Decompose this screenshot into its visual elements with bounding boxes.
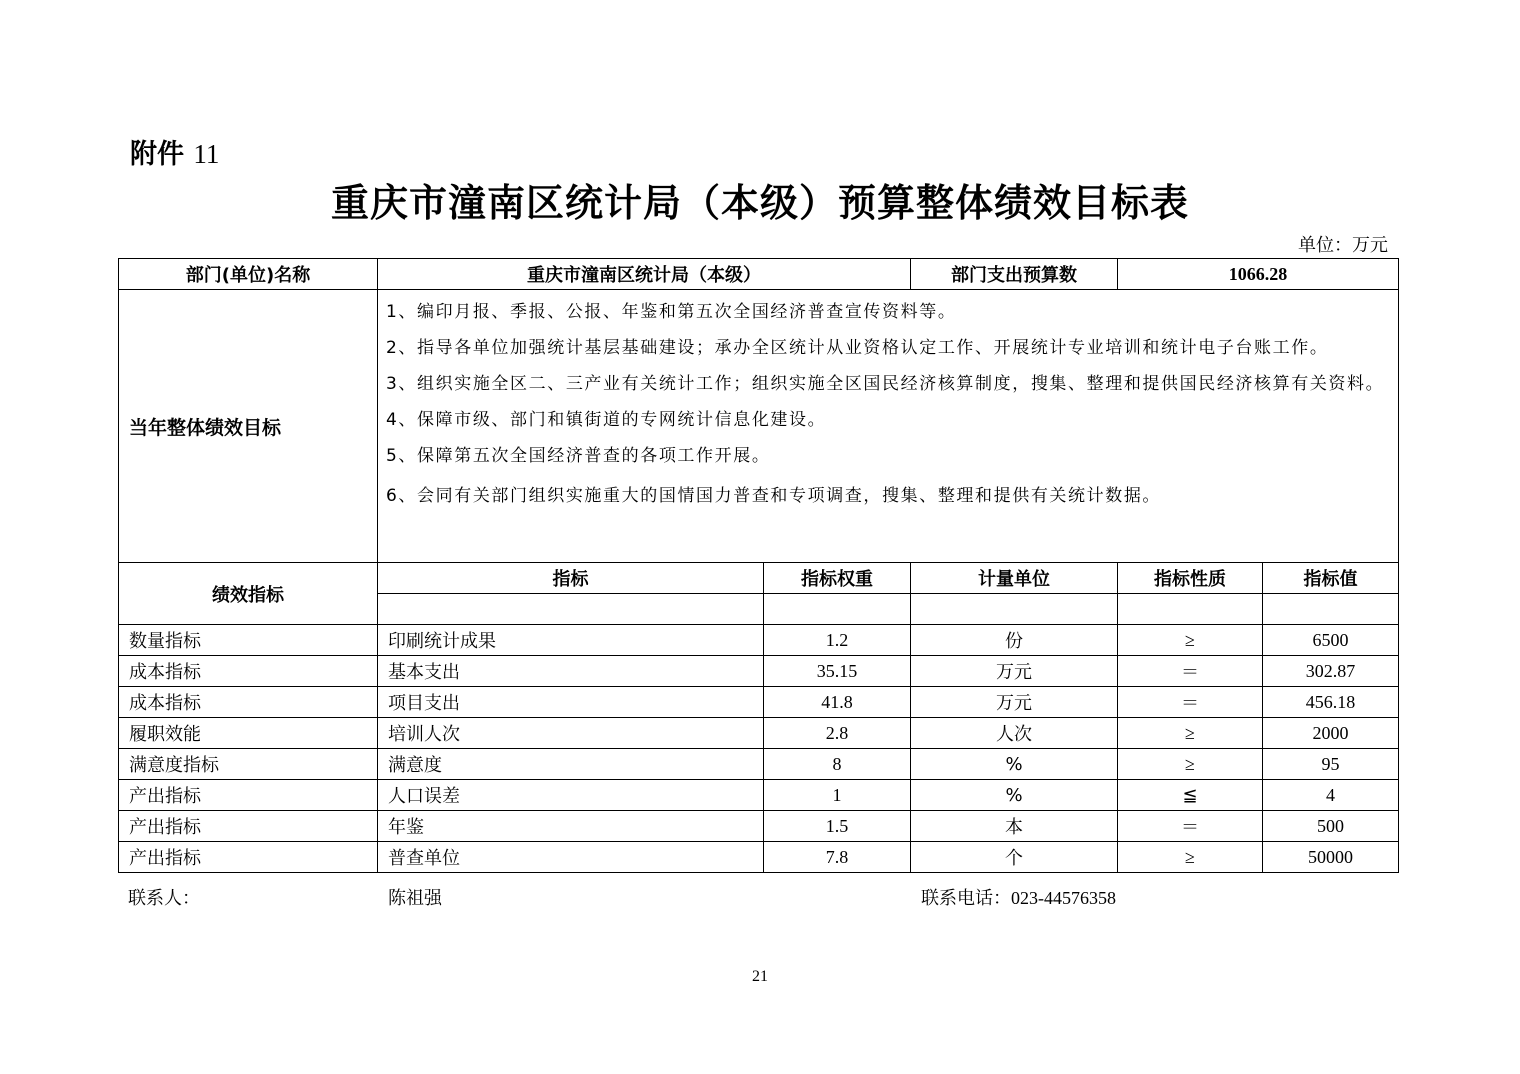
row-weight: 2.8 (764, 718, 911, 749)
table-row (119, 811, 1399, 842)
row-nature: ≥ (1118, 625, 1263, 656)
attachment-label (130, 132, 219, 171)
col-header-nature: 指标性质 (1118, 563, 1263, 594)
row-indicator-name: 普查单位 (378, 842, 764, 873)
col-header-indicator: 指标 (378, 563, 764, 594)
col-header-unit: 计量单位 (911, 563, 1118, 594)
row-unit: 本 (911, 811, 1118, 842)
table-row (119, 625, 1399, 656)
blank-cell (1263, 594, 1399, 625)
blank-cell (764, 594, 911, 625)
budget-value: 1066.28 (1118, 259, 1399, 290)
row-indicator-name: 人口误差 (378, 780, 764, 811)
row-category: 成本指标 (119, 687, 378, 718)
row-weight: 8 (764, 749, 911, 780)
row-unit: % (911, 780, 1118, 811)
contact-name: 陈祖强 (388, 888, 442, 909)
dept-name-label: 部门(单位)名称 (119, 259, 378, 290)
row-category: 成本指标 (119, 656, 378, 687)
goal-item-1: 1、编印月报、季报、公报、年鉴和第五次全国经济普查宣传资料等。 (386, 302, 957, 322)
row-indicator-name: 基本支出 (378, 656, 764, 687)
row-value: 456.18 (1263, 687, 1399, 718)
col-header-value: 指标值 (1263, 563, 1399, 594)
row-category: 产出指标 (119, 811, 378, 842)
row-indicator-name: 满意度 (378, 749, 764, 780)
page-title: 重庆市潼南区统计局（本级）预算整体绩效目标表 (330, 181, 1189, 225)
row-weight: 1.2 (764, 625, 911, 656)
row-unit: 份 (911, 625, 1118, 656)
table-row (119, 780, 1399, 811)
table-row (119, 687, 1399, 718)
dept-name-value: 重庆市潼南区统计局（本级） (378, 259, 911, 290)
row-category: 产出指标 (119, 780, 378, 811)
row-weight: 1.5 (764, 811, 911, 842)
goals-content (378, 290, 1399, 563)
table-row (119, 656, 1399, 687)
attachment-label-text: 附件 (130, 139, 184, 170)
goal-item-2: 2、指导各单位加强统计基层基础建设；承办全区统计从业资格认定工作、开展统计专业培训和统计电子台账工作。 (386, 338, 1329, 358)
row-category: 满意度指标 (119, 749, 378, 780)
table-row (119, 718, 1399, 749)
row-value: 95 (1263, 749, 1399, 780)
blank-cell (378, 594, 764, 625)
table-row (119, 842, 1399, 873)
dept-row (119, 259, 1399, 290)
table-row (119, 749, 1399, 780)
row-indicator-name: 印刷统计成果 (378, 625, 764, 656)
row-value: 50000 (1263, 842, 1399, 873)
unit-label: 单位：万元 (1298, 235, 1388, 255)
col-header-weight: 指标权重 (764, 563, 911, 594)
row-category: 数量指标 (119, 625, 378, 656)
row-value: 2000 (1263, 718, 1399, 749)
contact-phone: 联系电话：023-44576358 (921, 888, 1116, 908)
attachment-number: 11 (193, 139, 220, 169)
goals-row (119, 290, 1399, 563)
budget-label: 部门支出预算数 (911, 259, 1118, 290)
row-unit: 个 (911, 842, 1118, 873)
row-nature: ＝ (1118, 656, 1263, 687)
goal-item-5: 5、保障第五次全国经济普查的各项工作开展。 (386, 446, 771, 466)
row-value: 6500 (1263, 625, 1399, 656)
row-indicator-name: 年鉴 (378, 811, 764, 842)
blank-cell (911, 594, 1118, 625)
goal-item-4: 4、保障市级、部门和镇街道的专网统计信息化建设。 (386, 410, 827, 430)
row-nature: ≥ (1118, 718, 1263, 749)
row-unit: 万元 (911, 656, 1118, 687)
page-number: 21 (752, 968, 768, 985)
goal-item-6: 6、会同有关部门组织实施重大的国情国力普查和专项调查，搜集、整理和提供有关统计数据。 (386, 486, 1162, 506)
goal-item-3: 3、组织实施全区二、三产业有关统计工作；组织实施全区国民经济核算制度，搜集、整理和提供国民经济核算有关资料。 (386, 374, 1385, 394)
row-weight: 35.15 (764, 656, 911, 687)
row-weight: 41.8 (764, 687, 911, 718)
row-nature: ≥ (1118, 749, 1263, 780)
row-category: 履职效能 (119, 718, 378, 749)
row-value: 302.87 (1263, 656, 1399, 687)
blank-cell (1118, 594, 1263, 625)
row-category: 产出指标 (119, 842, 378, 873)
row-nature: ≥ (1118, 842, 1263, 873)
row-nature: ≦ (1118, 780, 1263, 811)
indicator-header-row (119, 563, 1399, 594)
row-value: 4 (1263, 780, 1399, 811)
row-indicator-name: 培训人次 (378, 718, 764, 749)
row-unit: % (911, 749, 1118, 780)
performance-table (118, 258, 1399, 873)
row-value: 500 (1263, 811, 1399, 842)
row-indicator-name: 项目支出 (378, 687, 764, 718)
row-weight: 7.8 (764, 842, 911, 873)
row-weight: 1 (764, 780, 911, 811)
indicators-section-label: 绩效指标 (119, 563, 378, 625)
row-nature: ＝ (1118, 811, 1263, 842)
goals-label: 当年整体绩效目标 (119, 290, 378, 563)
row-unit: 人次 (911, 718, 1118, 749)
contact-label: 联系人： (128, 888, 200, 909)
row-unit: 万元 (911, 687, 1118, 718)
row-nature: ＝ (1118, 687, 1263, 718)
